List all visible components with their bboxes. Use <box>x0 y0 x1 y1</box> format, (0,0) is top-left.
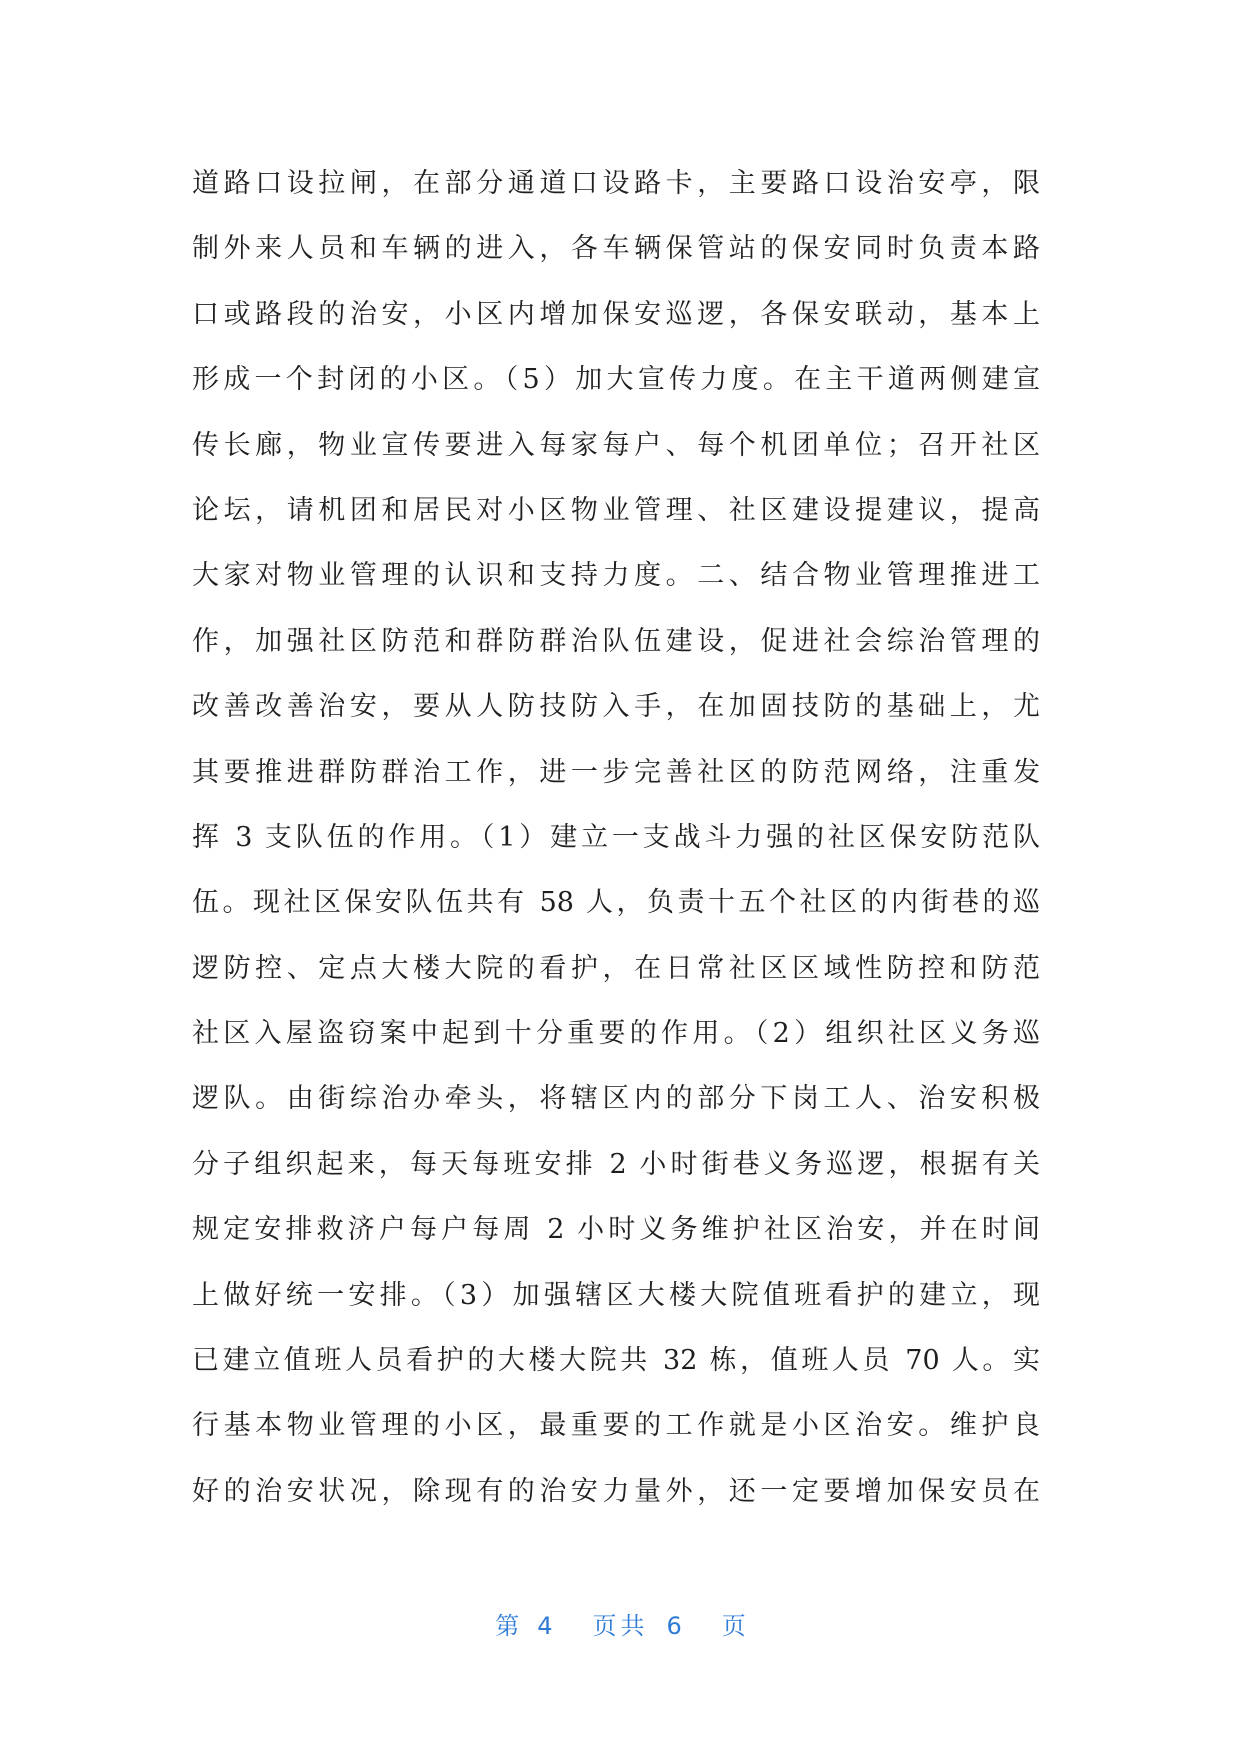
footer-suffix: 页 <box>721 1612 746 1640</box>
text-line: 道路口设拉闸，在部分通道口设路卡，主要路口设治安亭，限 <box>192 168 1040 199</box>
text-line: 已建立值班人员看护的大楼大院共 32 栋，值班人员 70 人。实 <box>192 1345 1040 1377</box>
text-line: 口或路段的治安，小区内增加保安巡逻，各保安联动，基本上 <box>192 298 1040 330</box>
text-line: 上做好统一安排。（3）加强辖区大楼大院值班看护的建立，现 <box>192 1279 1040 1311</box>
text-line: 形成一个封闭的小区。（5）加大宣传力度。在主干道两侧建宣 <box>192 364 1040 396</box>
text-line: 逻队。由街综治办牵头，将辖区内的部分下岗工人、治安积极 <box>192 1083 1040 1115</box>
current-page-number: 4 <box>537 1612 553 1640</box>
text-line: 分子组织起来，每天每班安排 2 小时街巷义务巡逻，根据有关 <box>192 1148 1040 1180</box>
text-line: 挥 3 支队伍的作用。（1）建立一支战斗力强的社区保安防范队 <box>192 821 1040 853</box>
text-line: 社区入屋盗窃案中起到十分重要的作用。（2）组织社区义务巡 <box>192 1018 1040 1050</box>
text-line: 伍。现社区保安队伍共有 58 人，负责十五个社区的内街巷的巡 <box>192 887 1040 919</box>
text-line: 作，加强社区防范和群防群治队伍建设，促进社会综治管理的 <box>192 625 1040 657</box>
footer-prefix: 第 <box>495 1612 520 1640</box>
total-page-count: 6 <box>666 1612 682 1640</box>
text-line: 制外来人员和车辆的进入，各车辆保管站的保安同时负责本路 <box>192 233 1040 265</box>
text-line: 规定安排救济户每户每周 2 小时义务维护社区治安，并在时间 <box>192 1214 1040 1246</box>
text-line: 大家对物业管理的认识和支持力度。二、结合物业管理推进工 <box>192 560 1040 592</box>
page-footer <box>0 1608 1241 1644</box>
text-line: 行基本物业管理的小区，最重要的工作就是小区治安。维护良 <box>192 1410 1040 1442</box>
text-line: 改善改善治安，要从人防技防入手，在加固技防的基础上，尤 <box>192 691 1040 723</box>
text-line: 论坛，请机团和居民对小区物业管理、社区建设提建议，提高 <box>192 494 1040 526</box>
text-line: 其要推进群防群治工作，进一步完善社区的防范网络，注重发 <box>192 756 1040 788</box>
text-line: 传长廊，物业宣传要进入每家每户、每个机团单位；召开社区 <box>192 429 1040 461</box>
text-line: 好的治安状况，除现有的治安力量外，还一定要增加保安员在 <box>192 1475 1040 1507</box>
text-line: 逻防控、定点大楼大院的看护，在日常社区区域性防控和防范 <box>192 952 1040 984</box>
footer-middle: 页共 <box>592 1612 649 1640</box>
body-text <box>192 151 1040 1524</box>
